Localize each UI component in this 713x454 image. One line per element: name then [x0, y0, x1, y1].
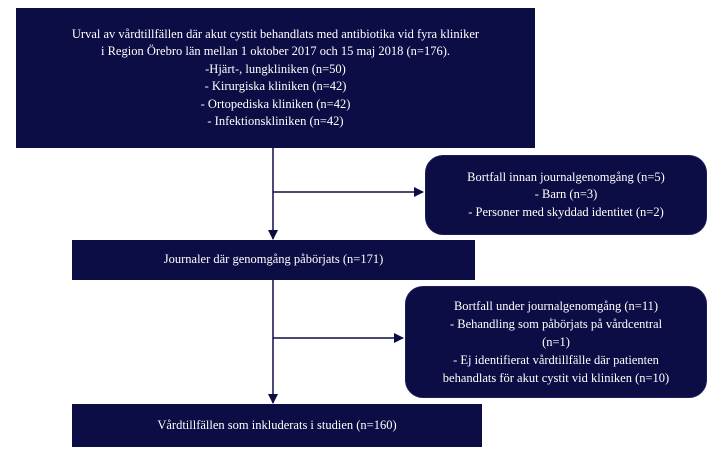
dropout2-line-5: behandlats för akut cystit vid kliniken (n=10): [442, 371, 670, 385]
review-started-box: [72, 240, 475, 280]
selection-box: [16, 8, 535, 148]
selection-line-5: - Ortopediska kliniken (n=42): [200, 96, 351, 111]
dropout1-line-1: Bortfall innan journalgenomgång (n=5): [467, 169, 665, 184]
selection-line-6: - Infektionskliniken (n=42): [207, 114, 344, 128]
dropout-during-review-box: [405, 286, 707, 398]
dropout-before-review-box: [425, 155, 707, 235]
dropout2-line-4: - Ej identifierat vårdtillfälle där patienten: [453, 353, 659, 367]
dropout1-line-3: - Personer med skyddad identitet (n=2): [468, 204, 664, 219]
included-line: Vårdtillfällen som inkluderats i studien (n=160): [157, 417, 397, 432]
selection-line-3: -Hjärt-, lungkliniken (n=50): [205, 61, 346, 76]
selection-line-1: Urval av vårdtillfällen där akut cystit behandlats med antibiotika vid fyra kliniker: [71, 26, 480, 41]
dropout1-line-2: - Barn (n=3): [534, 187, 598, 202]
dropout2-line-2: - Behandling som påbörjats på vårdcentral: [449, 317, 663, 331]
dropout2-line-3: (n=1): [542, 335, 570, 349]
dropout2-line-1: Bortfall under journalgenomgång (n=11): [453, 299, 659, 313]
selection-line-4: - Kirurgiska kliniken (n=42): [204, 79, 347, 93]
included-box: [72, 404, 482, 447]
review-started-line: Journaler där genomgång påbörjats (n=171): [163, 252, 384, 267]
selection-line-2: i Region Örebro län mellan 1 oktober 2017 och 15 maj 2018 (n=176).: [101, 44, 450, 58]
